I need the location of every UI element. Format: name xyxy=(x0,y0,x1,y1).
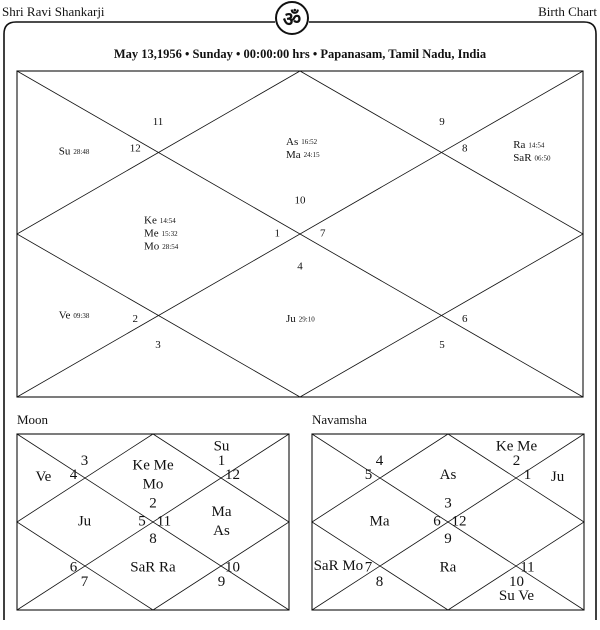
birth-details: May 13,1956 • Sunday • 00:00:00 hrs • Papanasam, Tamil Nadu, India xyxy=(113,47,487,61)
moon-chart-sign-number-house-6: 7 xyxy=(80,573,89,590)
navamsha-chart-planet-label: Ra xyxy=(439,559,457,576)
moon-chart-sign-number-house-7: 8 xyxy=(149,531,157,548)
navamsha-chart-planet-label: Ma xyxy=(369,513,390,530)
birth-chart-sign-number-house-3: 12 xyxy=(129,142,141,155)
navamsha-chart-sign-number-house-1: 3 xyxy=(444,495,452,512)
navamsha-chart-title: Navamsha xyxy=(312,412,367,427)
birth-chart-diagram xyxy=(16,70,584,398)
moon-chart-sign-number-house-2: 3 xyxy=(80,452,89,469)
birth-chart-sign-number-house-10: 7 xyxy=(319,227,326,240)
moon-chart-title: Moon xyxy=(17,412,49,427)
birth-chart-sign-number-house-11: 8 xyxy=(461,142,468,155)
planet-ra: Ra 14:54 xyxy=(513,139,545,152)
birth-chart-sign-number-house-7: 4 xyxy=(297,260,303,273)
moon-chart-sign-number-house-12: 1 xyxy=(217,452,226,469)
navamsha-chart-sign-number-house-5: 7 xyxy=(364,559,373,576)
navamsha-chart-sign-number-house-3: 5 xyxy=(364,467,373,484)
navamsha-chart-planet-label: As xyxy=(439,467,457,484)
moon-chart-sign-number-house-4: 5 xyxy=(138,513,146,530)
birth-chart-sign-number-house-9: 6 xyxy=(461,312,468,325)
navamsha-chart-diagram xyxy=(311,433,585,611)
moon-chart-diagram xyxy=(16,433,290,611)
moon-chart-planet-label: Ju xyxy=(77,513,92,530)
moon-chart-planet-label: As xyxy=(213,522,230,539)
planet-su: Su 28:48 xyxy=(58,145,90,158)
moon-chart-sign-number-house-1: 2 xyxy=(149,495,157,512)
navamsha-chart-planet-label: Ju xyxy=(550,468,565,485)
birth-chart-sign-number-house-6: 3 xyxy=(155,339,161,352)
navamsha-chart-planet-label: SaR Mo xyxy=(313,557,364,574)
native-name: Shri Ravi Shankarji xyxy=(2,4,105,19)
navamsha-chart-sign-number-house-11: 1 xyxy=(523,467,532,484)
moon-chart-planet-label: Ma xyxy=(211,503,232,520)
navamsha-chart-sign-number-house-8: 10 xyxy=(509,573,524,590)
navamsha-chart-sign-number-house-7: 9 xyxy=(444,531,452,548)
moon-chart-planet-label: Su xyxy=(213,438,230,455)
planet-me: Me 15:32 xyxy=(144,227,178,240)
moon-chart-sign-number-house-10: 11 xyxy=(156,513,172,530)
moon-chart-planet-label: Mo xyxy=(142,476,164,493)
navamsha-chart-sign-number-house-12: 2 xyxy=(512,452,521,469)
birth-chart-sign-number-house-5: 2 xyxy=(132,312,139,325)
birth-chart-sign-number-house-8: 5 xyxy=(439,339,445,352)
birth-chart-sign-number-house-12: 9 xyxy=(439,116,445,129)
moon-chart-sign-number-house-5: 6 xyxy=(69,559,78,576)
navamsha-chart-planet-label: Su Ve xyxy=(498,588,535,605)
planet-mo: Mo 28:54 xyxy=(144,240,179,253)
navamsha-chart-planet-label: Ke Me xyxy=(495,438,538,455)
navamsha-chart-sign-number-house-9: 11 xyxy=(520,559,535,576)
birth-chart-sign-number-house-2: 11 xyxy=(152,116,164,129)
moon-chart-sign-number-house-9: 10 xyxy=(224,559,240,576)
birth-chart-sign-number-house-4: 1 xyxy=(274,227,281,240)
planet-ve: Ve 09:38 xyxy=(58,309,90,322)
chart-type-label: Birth Chart xyxy=(538,4,597,19)
navamsha-chart-sign-number-house-10: 12 xyxy=(451,513,467,530)
navamsha-chart-sign-number-house-2: 4 xyxy=(375,452,384,469)
moon-chart-sign-number-house-8: 9 xyxy=(217,573,226,590)
om-icon: ॐ xyxy=(275,1,309,35)
planet-sar: SaR 06:50 xyxy=(513,152,551,165)
navamsha-chart-sign-number-house-4: 6 xyxy=(433,513,441,530)
moon-chart-planet-label: SaR Ra xyxy=(130,559,176,576)
planet-ju: Ju 29:10 xyxy=(286,312,315,325)
moon-chart-sign-number-house-11: 12 xyxy=(224,467,240,484)
birth-chart-sign-number-house-1: 10 xyxy=(294,194,306,207)
moon-chart-sign-number-house-3: 4 xyxy=(69,467,78,484)
moon-chart-planet-label: Ke Me xyxy=(132,457,174,474)
moon-chart-planet-label: Ve xyxy=(35,468,52,485)
planet-ma: Ma 24:15 xyxy=(286,148,320,161)
planet-ke: Ke 14:54 xyxy=(144,214,176,227)
planet-as: As 16:52 xyxy=(286,135,318,148)
navamsha-chart-sign-number-house-6: 8 xyxy=(375,573,384,590)
